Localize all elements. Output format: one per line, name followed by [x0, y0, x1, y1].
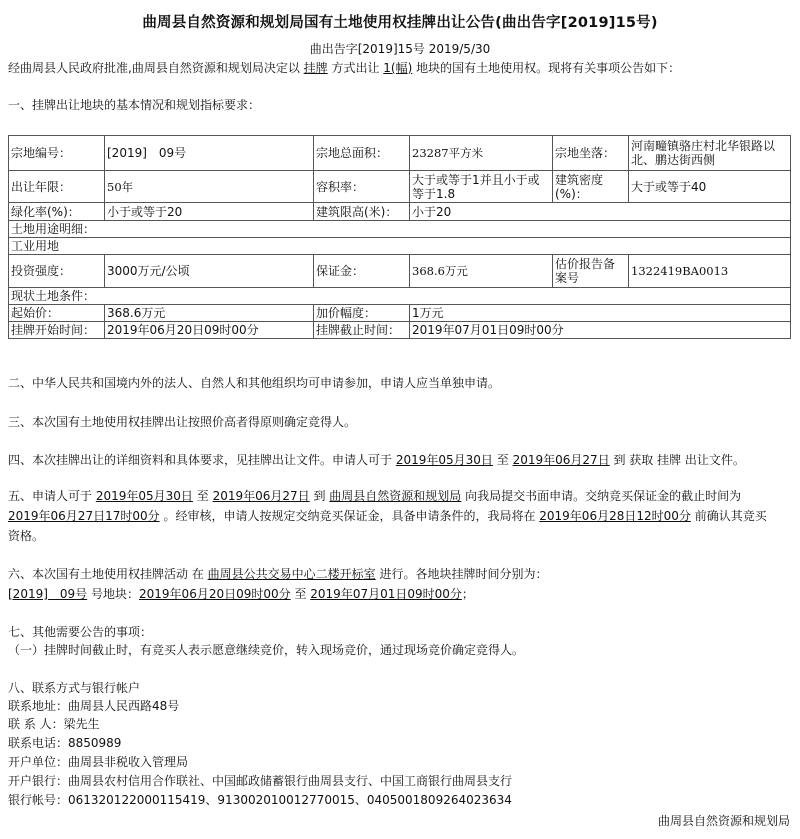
section3-paragraph: 三、本次国有土地使用权挂牌出让按照价高者得原则确定竞得人。: [8, 415, 357, 429]
location-value: 河南疃镇骆庄村北华银路以北、鹏达街西侧: [629, 136, 791, 171]
height-value: 小于20: [410, 203, 791, 221]
section6-paragraph-line2: [8, 586, 474, 602]
section5-text: 向我局提交书面申请。交纳竞买保证金的截止时间为: [461, 489, 742, 503]
far-value: 大于或等于1并且小于或等于1.8: [410, 171, 553, 203]
table-row: [9, 171, 791, 203]
term-label: 出让年限：: [9, 171, 105, 203]
intro-text: 方式出让: [327, 61, 384, 75]
use-label: 土地用途明细：: [9, 221, 791, 238]
page-title: 曲周县自然资源和规划局国有土地使用权挂牌出让公告(曲出告字[2019]15号): [142, 15, 658, 31]
height-label: 建筑限高(米)：: [314, 203, 410, 221]
section2-paragraph: 二、中华人民共和国境内外的法人、自然人和其他组织均可申请参加，申请人应当单独申请。: [8, 376, 501, 390]
deposit-value: 368.6万元: [410, 255, 553, 288]
start-time-value: 2019年06月20日09时00分: [105, 322, 314, 339]
green-value: 小于或等于20: [105, 203, 314, 221]
footer-org: 曲周县自然资源和规划局: [657, 814, 790, 828]
report-label: 估价报告备案号: [553, 255, 629, 288]
intro-text: 经曲周县人民政府批准,曲周县自然资源和规划局决定以: [8, 61, 304, 75]
section4-paragraph: [8, 452, 745, 468]
date-link[interactable]: 2019年06月27日: [212, 489, 310, 503]
section4-text: 四、本次挂牌出让的详细资料和具体要求，见挂牌出让文件。申请人可于: [8, 453, 396, 467]
area-value: 23287平方米: [410, 136, 553, 171]
section6-text: 六、本次国有土地使用权挂牌活动 在: [8, 567, 208, 581]
status-label: 现状土地条件：: [9, 288, 791, 305]
contact-address: 联系地址：曲周县人民西路48号: [8, 699, 180, 713]
term-value: 50年: [105, 171, 314, 203]
bank-account-numbers: 银行帐号：061320122000115419、913002010012770015、0405001809264023634: [8, 793, 512, 807]
section1-heading: 一、挂牌出让地块的基本情况和规划指标要求：: [8, 98, 261, 112]
table-row: [9, 288, 791, 305]
parcel-link[interactable]: [2019] 09号: [8, 587, 88, 601]
section6-text: 号地块：: [87, 587, 140, 601]
announcement-number: 曲出告字[2019]15号 2019/5/30: [309, 42, 491, 56]
intro-text: 地块的国有土地使用权。现将有关事项公告如下：: [412, 61, 681, 75]
increment-label: 加价幅度：: [314, 305, 410, 322]
parcel-no-label: 宗地编号：: [9, 136, 105, 171]
date-link[interactable]: 2019年06月20日09时00分: [139, 587, 291, 601]
section5-text: 五、申请人可于: [8, 489, 96, 503]
date-link[interactable]: 2019年07月01日09时00分: [310, 587, 462, 601]
increment-value: 1万元: [410, 305, 791, 322]
report-value: 1322419BA0013: [629, 255, 791, 288]
section8-heading: 八、联系方式与银行帐户: [8, 681, 141, 695]
intro-paragraph: [8, 60, 680, 76]
section5-text: 至: [192, 489, 213, 503]
table-row: [9, 136, 791, 171]
section5-text: 。经审核，申请人按规定交纳竞买保证金，具备申请条件的，我局将在: [159, 509, 540, 523]
date-link[interactable]: 2019年05月30日: [395, 453, 493, 467]
green-label: 绿化率(%)：: [9, 203, 105, 221]
start-time-label: 挂牌开始时间：: [9, 322, 105, 339]
section7-heading: 七、其他需要公告的事项：: [8, 625, 153, 639]
end-time-label: 挂牌截止时间：: [314, 322, 410, 339]
use-value: 工业用地: [9, 238, 791, 255]
section6-text: ；: [461, 587, 474, 601]
section5-paragraph-line3: 资格。: [8, 529, 45, 543]
section4-text: 到 获取 挂牌 出让文件。: [609, 453, 745, 467]
area-label: 宗地总面积：: [314, 136, 410, 171]
deadline-link[interactable]: 2019年06月27日17时00分: [8, 509, 160, 523]
section5-paragraph-line2: [8, 508, 767, 524]
section5-paragraph-line1: [8, 488, 741, 504]
table-row: [9, 203, 791, 221]
section4-text: 至: [492, 453, 513, 467]
date-link[interactable]: 2019年05月30日: [95, 489, 193, 503]
transfer-method: 挂牌: [303, 61, 328, 75]
parcel-count: 1(幅): [383, 61, 413, 75]
table-row: [9, 238, 791, 255]
invest-value: 3000万元/公顷: [105, 255, 314, 288]
section5-text: 到: [309, 489, 330, 503]
density-label: 建筑密度(%)：: [553, 171, 629, 203]
start-price-value: 368.6万元: [105, 305, 314, 322]
contact-person: 联 系 人：梁先生: [8, 717, 100, 731]
table-row: [9, 322, 791, 339]
density-value: 大于或等于40: [629, 171, 791, 203]
section5-text: 前确认其竞买: [690, 509, 767, 523]
invest-label: 投资强度：: [9, 255, 105, 288]
location-label: 宗地坐落：: [553, 136, 629, 171]
parcel-no-value: [2019] 09号: [105, 136, 314, 171]
far-label: 容积率：: [314, 171, 410, 203]
end-time-value: 2019年07月01日09时00分: [410, 322, 791, 339]
parcel-info-table: [8, 135, 791, 339]
confirm-date-link[interactable]: 2019年06月28日12时00分: [539, 509, 691, 523]
section6-text: 至: [290, 587, 311, 601]
table-row: [9, 255, 791, 288]
section7-item1: （一）挂牌时间截止时，有竞买人表示愿意继续竞价，转入现场竞价，通过现场竞价确定竞得人。: [8, 643, 525, 657]
section6-paragraph-line1: [8, 566, 547, 582]
org-link[interactable]: 曲周县自然资源和规划局: [329, 489, 462, 503]
deposit-label: 保证金：: [314, 255, 410, 288]
venue-link[interactable]: 曲周县公共交易中心二楼开标室: [207, 567, 376, 581]
section6-text: 进行。各地块挂牌时间分别为：: [375, 567, 548, 581]
start-price-label: 起始价：: [9, 305, 105, 322]
contact-phone: 联系电话：8850989: [8, 736, 122, 750]
date-link[interactable]: 2019年06月27日: [512, 453, 610, 467]
account-unit: 开户单位：曲周县非税收入管理局: [8, 755, 189, 769]
table-row: [9, 221, 791, 238]
table-row: [9, 305, 791, 322]
bank-names: 开户银行：曲周县农村信用合作联社、中国邮政储蓄银行曲周县支行、中国工商银行曲周县支行: [8, 774, 513, 788]
